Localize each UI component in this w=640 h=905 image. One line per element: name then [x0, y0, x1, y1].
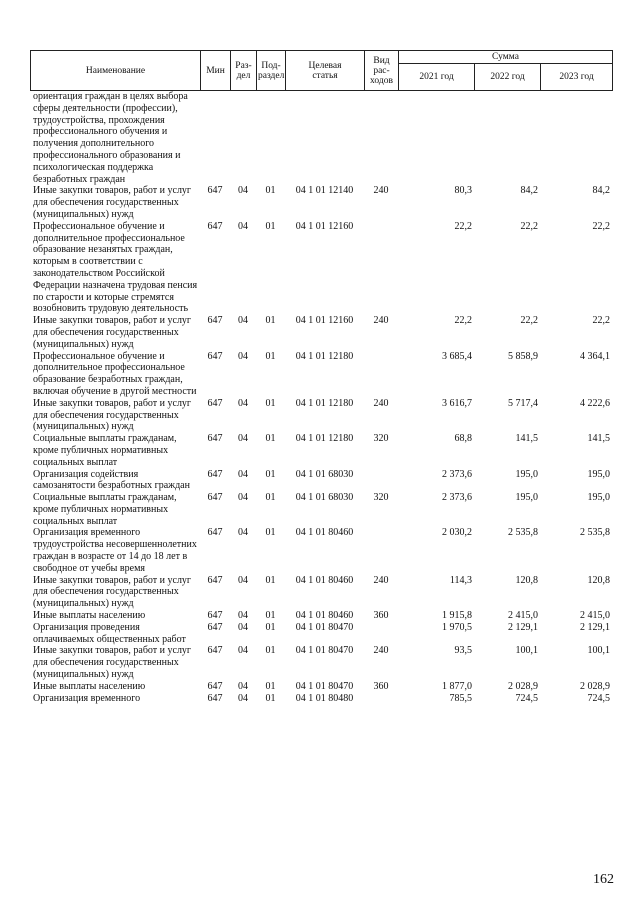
cell-target: 04 1 01 12180	[295, 350, 354, 362]
cell-razdel	[230, 91, 256, 185]
cell-vid: 240	[373, 315, 389, 327]
cell-target: 04 1 01 68030	[295, 468, 354, 480]
cell-min: 647	[207, 350, 223, 362]
cell-podrazdel: 01	[265, 315, 276, 327]
cell-name: Иные закупки товаров, работ и услуг для обеспечения государственных (муниципальных) нужд	[33, 397, 192, 433]
cell-vid	[364, 693, 398, 705]
cell-min: 647	[207, 574, 223, 586]
cell-vid: 240	[373, 397, 389, 409]
cell-2021: 1 915,8	[442, 610, 472, 622]
cell-vid	[364, 351, 398, 398]
cell-vid: 240	[373, 574, 389, 586]
cell-podrazdel: 01	[265, 610, 276, 622]
cell-target: 04 1 01 80470	[295, 645, 354, 657]
cell-2023	[540, 91, 612, 185]
cell-razdel: 04	[238, 185, 248, 197]
table-row	[30, 433, 612, 468]
table-row	[30, 492, 612, 527]
cell-podrazdel: 01	[265, 185, 276, 197]
cell-vid	[364, 527, 398, 574]
cell-razdel: 04	[238, 350, 248, 362]
table-row	[30, 693, 612, 705]
cell-podrazdel: 01	[265, 527, 276, 539]
cell-2023: 22,2	[592, 315, 610, 327]
cell-podrazdel: 01	[265, 492, 276, 504]
cell-vid: 240	[373, 185, 389, 197]
cell-2022: 5 858,9	[508, 350, 538, 362]
cell-2021: 2 030,2	[442, 527, 472, 539]
cell-razdel: 04	[238, 621, 248, 633]
table-row	[30, 315, 612, 350]
cell-2022: 2 028,9	[508, 680, 538, 692]
cell-razdel: 04	[238, 397, 248, 409]
cell-razdel: 04	[238, 574, 248, 586]
cell-name: Иные закупки товаров, работ и услуг для обеспечения государственных (муниципальных) нужд	[33, 185, 192, 220]
cell-podrazdel: 01	[265, 433, 276, 445]
cell-min: 647	[207, 527, 223, 539]
header-celevaya: Целевая статья	[286, 51, 365, 91]
cell-razdel: 04	[238, 527, 248, 539]
cell-2023: 84,2	[592, 185, 610, 197]
cell-target	[285, 91, 364, 185]
table-row	[30, 221, 612, 315]
cell-name: Профессиональное обучение и дополнительное профессиональное образование незанятых граждан, которым в соответствии с законодательством Российской Федерации назначена трудовая пенсия по старости и которые стремятся возобновить трудовую деятельность	[33, 220, 198, 315]
table-row	[30, 681, 612, 693]
cell-podrazdel: 01	[265, 621, 276, 633]
cell-2023: 141,5	[587, 433, 610, 445]
cell-2023: 2 028,9	[580, 680, 610, 692]
cell-target: 04 1 01 68030	[295, 492, 354, 504]
cell-min: 647	[207, 220, 223, 232]
cell-target: 04 1 01 80460	[295, 574, 354, 586]
cell-2022: 195,0	[515, 492, 538, 504]
cell-target: 04 1 01 80460	[295, 610, 354, 622]
cell-razdel: 04	[238, 468, 248, 480]
cell-vid: 320	[373, 433, 389, 445]
cell-vid: 320	[373, 492, 389, 504]
table-row	[30, 351, 612, 398]
header-2023: 2023 год	[541, 64, 613, 91]
cell-target: 04 1 01 80460	[295, 527, 354, 539]
cell-2022: 120,8	[515, 574, 538, 586]
cell-2022: 84,2	[520, 185, 538, 197]
cell-name: Профессиональное обучение и дополнительное профессиональное образование безработных граждан, включая обучение в другой местности	[33, 350, 197, 397]
cell-2021: 3 616,7	[442, 397, 472, 409]
page-number: 162	[593, 872, 614, 887]
cell-2021: 80,3	[454, 185, 472, 197]
cell-target: 04 1 01 12140	[295, 185, 354, 197]
table-row	[30, 91, 612, 185]
cell-target: 04 1 01 80470	[295, 680, 354, 692]
cell-min: 647	[207, 433, 223, 445]
header-name: Наименование	[31, 51, 201, 91]
header-min: Мин	[201, 51, 231, 91]
cell-podrazdel: 01	[265, 574, 276, 586]
cell-razdel: 04	[238, 645, 248, 657]
cell-2023: 724,5	[587, 692, 610, 704]
cell-podrazdel: 01	[265, 220, 276, 232]
cell-min: 647	[207, 492, 223, 504]
cell-2021: 93,5	[454, 645, 472, 657]
cell-podrazdel: 01	[265, 692, 276, 704]
cell-name: Организация проведения оплачиваемых общественных работ	[33, 621, 186, 645]
table-row	[30, 622, 612, 646]
header-2022: 2022 год	[475, 64, 541, 91]
cell-2021: 785,5	[449, 692, 472, 704]
cell-vid: 240	[373, 645, 389, 657]
cell-razdel: 04	[238, 692, 248, 704]
cell-2021: 114,3	[449, 574, 472, 586]
cell-2022: 2 535,8	[508, 527, 538, 539]
cell-name: Иные закупки товаров, работ и услуг для обеспечения государственных (муниципальных) нужд	[33, 645, 192, 681]
cell-2021: 22,2	[454, 220, 472, 232]
cell-2022: 195,0	[515, 468, 538, 480]
cell-name: ориентация граждан в целях выбора сферы деятельности (профессии), трудоустройства, прохождения профессионального обучения и получения дополнительного профессионального образования и психологическая поддержка безработных граждан	[33, 91, 188, 185]
cell-min: 647	[207, 315, 223, 327]
table-row	[30, 398, 612, 433]
cell-2021	[398, 91, 474, 185]
cell-name: Организация временного трудоустройства несовершеннолетних граждан в возрасте от 14 до 18 лет в свободное от учебы время	[33, 527, 197, 574]
cell-2022: 22,2	[520, 315, 538, 327]
cell-name: Организация временного	[33, 692, 141, 704]
cell-2023: 2 129,1	[580, 621, 610, 633]
budget-table	[30, 91, 612, 704]
cell-razdel: 04	[238, 433, 248, 445]
cell-razdel: 04	[238, 680, 248, 692]
cell-min: 647	[207, 397, 223, 409]
cell-2021: 1 877,0	[442, 680, 472, 692]
cell-min: 647	[207, 680, 223, 692]
cell-vid	[364, 221, 398, 315]
cell-2022: 22,2	[520, 220, 538, 232]
cell-target: 04 1 01 12180	[295, 433, 354, 445]
cell-2021: 2 373,6	[442, 492, 472, 504]
cell-min: 647	[207, 692, 223, 704]
cell-name: Иные закупки товаров, работ и услуг для обеспечения государственных (муниципальных) нужд	[33, 574, 192, 610]
table-row	[30, 610, 612, 622]
cell-2022: 724,5	[515, 692, 538, 704]
table-row	[30, 469, 612, 493]
table-row	[30, 185, 612, 220]
cell-name: Иные закупки товаров, работ и услуг для обеспечения государственных (муниципальных) нужд	[33, 315, 192, 350]
header-podrazdel: Под- раздел	[257, 51, 286, 91]
cell-2023: 2 415,0	[580, 610, 610, 622]
cell-min: 647	[207, 468, 223, 480]
cell-podrazdel: 01	[265, 397, 276, 409]
cell-razdel: 04	[238, 220, 248, 232]
table-row	[30, 527, 612, 574]
cell-2023: 195,0	[587, 468, 610, 480]
cell-razdel: 04	[238, 492, 248, 504]
cell-min: 647	[207, 610, 223, 622]
cell-2023: 2 535,8	[580, 527, 610, 539]
cell-name: Иные выплаты населению	[33, 610, 146, 622]
cell-target: 04 1 01 12180	[295, 397, 354, 409]
cell-podrazdel: 01	[265, 680, 276, 692]
cell-2021: 3 685,4	[442, 350, 472, 362]
cell-vid	[364, 91, 398, 185]
cell-2023: 4 222,6	[580, 397, 610, 409]
cell-razdel: 04	[238, 610, 248, 622]
cell-name: Организация содействия самозанятости безработных граждан	[33, 468, 190, 492]
header-summa: Сумма	[399, 51, 613, 64]
cell-2022	[474, 91, 540, 185]
cell-target: 04 1 01 12160	[295, 220, 354, 232]
header-2021: 2021 год	[399, 64, 475, 91]
cell-target: 04 1 01 80480	[295, 692, 354, 704]
cell-2023: 120,8	[587, 574, 610, 586]
cell-razdel: 04	[238, 315, 248, 327]
cell-podrazdel: 01	[265, 350, 276, 362]
cell-vid: 360	[373, 680, 389, 692]
cell-podrazdel: 01	[265, 468, 276, 480]
cell-2022: 5 717,4	[508, 397, 538, 409]
header-vid: Вид рас- ходов	[365, 51, 399, 91]
cell-min: 647	[207, 185, 223, 197]
cell-2021: 68,8	[454, 433, 472, 445]
cell-vid	[364, 469, 398, 493]
cell-vid: 360	[373, 610, 389, 622]
cell-min	[200, 91, 230, 185]
cell-podrazdel	[256, 91, 285, 185]
cell-2022: 141,5	[515, 433, 538, 445]
cell-2023: 100,1	[587, 645, 610, 657]
cell-min: 647	[207, 645, 223, 657]
cell-2023: 4 364,1	[580, 350, 610, 362]
table-row	[30, 645, 612, 680]
cell-target: 04 1 01 80470	[295, 621, 354, 633]
cell-name: Социальные выплаты гражданам, кроме публичных нормативных социальных выплат	[33, 492, 177, 527]
cell-name: Социальные выплаты гражданам, кроме публичных нормативных социальных выплат	[33, 433, 177, 468]
cell-2022: 2 129,1	[508, 621, 538, 633]
cell-podrazdel: 01	[265, 645, 276, 657]
header-razdel: Раз- дел	[231, 51, 257, 91]
table-header	[30, 50, 613, 91]
cell-2021: 2 373,6	[442, 468, 472, 480]
table-row	[30, 575, 612, 610]
cell-2022: 2 415,0	[508, 610, 538, 622]
cell-min: 647	[207, 621, 223, 633]
cell-2022: 100,1	[515, 645, 538, 657]
cell-2023: 195,0	[587, 492, 610, 504]
cell-2023: 22,2	[592, 220, 610, 232]
cell-2021: 22,2	[454, 315, 472, 327]
cell-2021: 1 970,5	[442, 621, 472, 633]
cell-vid	[364, 622, 398, 646]
cell-target: 04 1 01 12160	[295, 315, 354, 327]
cell-name: Иные выплаты населению	[33, 680, 146, 692]
